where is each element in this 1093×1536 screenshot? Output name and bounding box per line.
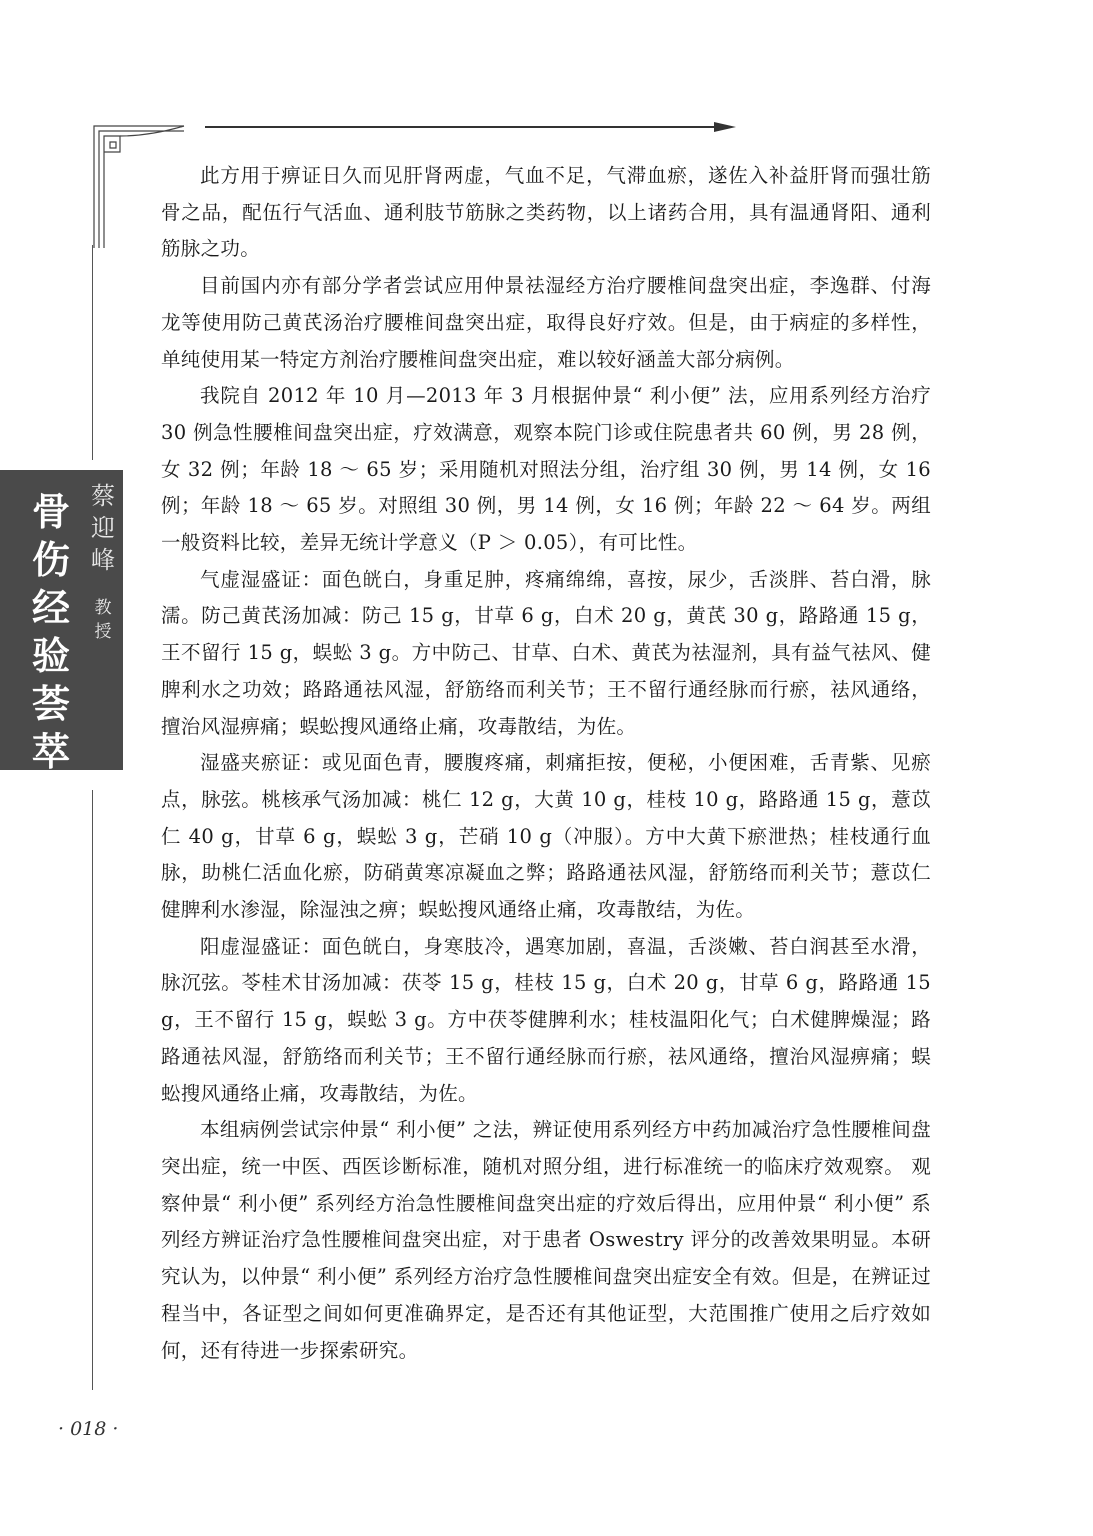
paragraph: 气虚湿盛证：面色㿠白，身重足肿，疼痛绵绵，喜按，尿少，舌淡胖、苔白滑，脉濡。防己黄芪汤加减：防己 15 g，甘草 6 g，白术 20 g，黄芪 30 g，路路通 15 g，王不留行 15 g，蜈蚣 3 g。方中防己、甘草、白术、黄芪为祛湿剂，具有益气祛风、健脾利水之功效；路路通祛风湿，舒筋络而利关节；王不留行通经脉而行瘀，祛风通络，擅治风湿痹痛；蜈蚣搜风通络止痛，攻毒散结，为佐。 (161, 567, 931, 738)
header-rule (205, 126, 727, 128)
paragraph: 目前国内亦有部分学者尝试应用仲景祛湿经方治疗腰椎间盘突出症，李逸群、付海龙等使用防己黄芪汤治疗腰椎间盘突出症，取得良好疗效。但是，由于病症的多样性，单纯使用某一特定方剂治疗腰椎间盘突出症，难以较好涵盖大部分病例。 (161, 274, 931, 371)
paragraph: 湿盛夹瘀证：或见面色青，腰腹疼痛，刺痛拒按，便秘，小便困难，舌青紫、见瘀点，脉弦。桃核承气汤加减：桃仁 12 g，大黄 10 g，桂枝 10 g，路路通 15 g，薏苡仁 40 g，甘草 6 g，蜈蚣 3 g，芒硝 10 g（冲服）。方中大黄下瘀泄热；桂枝通行血脉，助桃仁活血化瘀，防硝黄寒凉凝血之弊；路路通祛风湿，舒筋络而利关节；薏苡仁健脾利水渗湿，除湿浊之痹；蜈蚣搜风通络止痛，攻毒散结，为佐。 (161, 751, 931, 922)
author-role: 教授 (94, 598, 112, 642)
book-title: 骨伤经验荟萃 (31, 489, 70, 774)
paragraph: 我院自 2012 年 10 月—2013 年 3 月根据仲景“ 利小便” 法，应用系列经方治疗 30 例急性腰椎间盘突出症，疗效满意，观察本院门诊或住院患者共 60 例，男 28 例，女 32 例；年龄 18 ～ 65 岁；采用随机对照法分组，治疗组 30 例，男 14 例，女 16 例；年龄 18 ～ 65 岁。对照组 30 例，男 14 例，女 16 例；年龄 22 ～ 64 岁。两组一般资料比较，差异无统计学意义（P ＞ 0.05），有可比性。 (161, 384, 931, 555)
page-number: · 018 · (58, 1418, 119, 1440)
margin-rule-upper (92, 245, 93, 460)
paragraph: 阳虚湿盛证：面色㿠白，身寒肢冷，遇寒加剧，喜温，舌淡嫩、苔白润甚至水滑，脉沉弦。苓桂术甘汤加减：茯苓 15 g，桂枝 15 g，白术 20 g，甘草 6 g，路路通 15 g，王不留行 15 g，蜈蚣 3 g。方中茯苓健脾利水；桂枝温阳化气；白术健脾燥湿；路路通祛风湿，舒筋络而利关节；王不留行通经脉而行瘀，祛风通络，擅治风湿痹痛；蜈蚣搜风通络止痛，攻毒散结，为佐。 (161, 934, 931, 1105)
paragraph: 本组病例尝试宗仲景“ 利小便” 之法，辨证使用系列经方中药加减治疗急性腰椎间盘突出症，统一中医、西医诊断标准，随机对照分组，进行标准统一的临床疗效观察。 观察仲景“ 利小便” 系列经方治急性腰椎间盘突出症的疗效后得出，应用仲景“ 利小便” 系列经方辨证治疗急性腰椎间盘突出症，对于患者 Oswestry 评分的改善效果明显。本研究认为，以仲景“ 利小便” 系列经方治疗急性腰椎间盘突出症安全有效。但是，在辨证过程当中，各证型之间如何更准确界定，是否还有其他证型，大范围推广使用之后疗效如何，还有待进一步探索研究。 (161, 1118, 931, 1362)
body-text (161, 158, 931, 1369)
header-rule-tip (714, 122, 736, 132)
margin-rule-lower (92, 790, 93, 1390)
paragraph: 此方用于痹证日久而见肝肾两虚，气血不足，气滞血瘀，遂佐入补益肝肾而强壮筋骨之品，配伍行气活血、通利肢节筋脉之类药物，以上诸药合用，具有温通肾阳、通利筋脉之功。 (161, 164, 931, 261)
author-name: 蔡迎峰 (91, 482, 115, 574)
